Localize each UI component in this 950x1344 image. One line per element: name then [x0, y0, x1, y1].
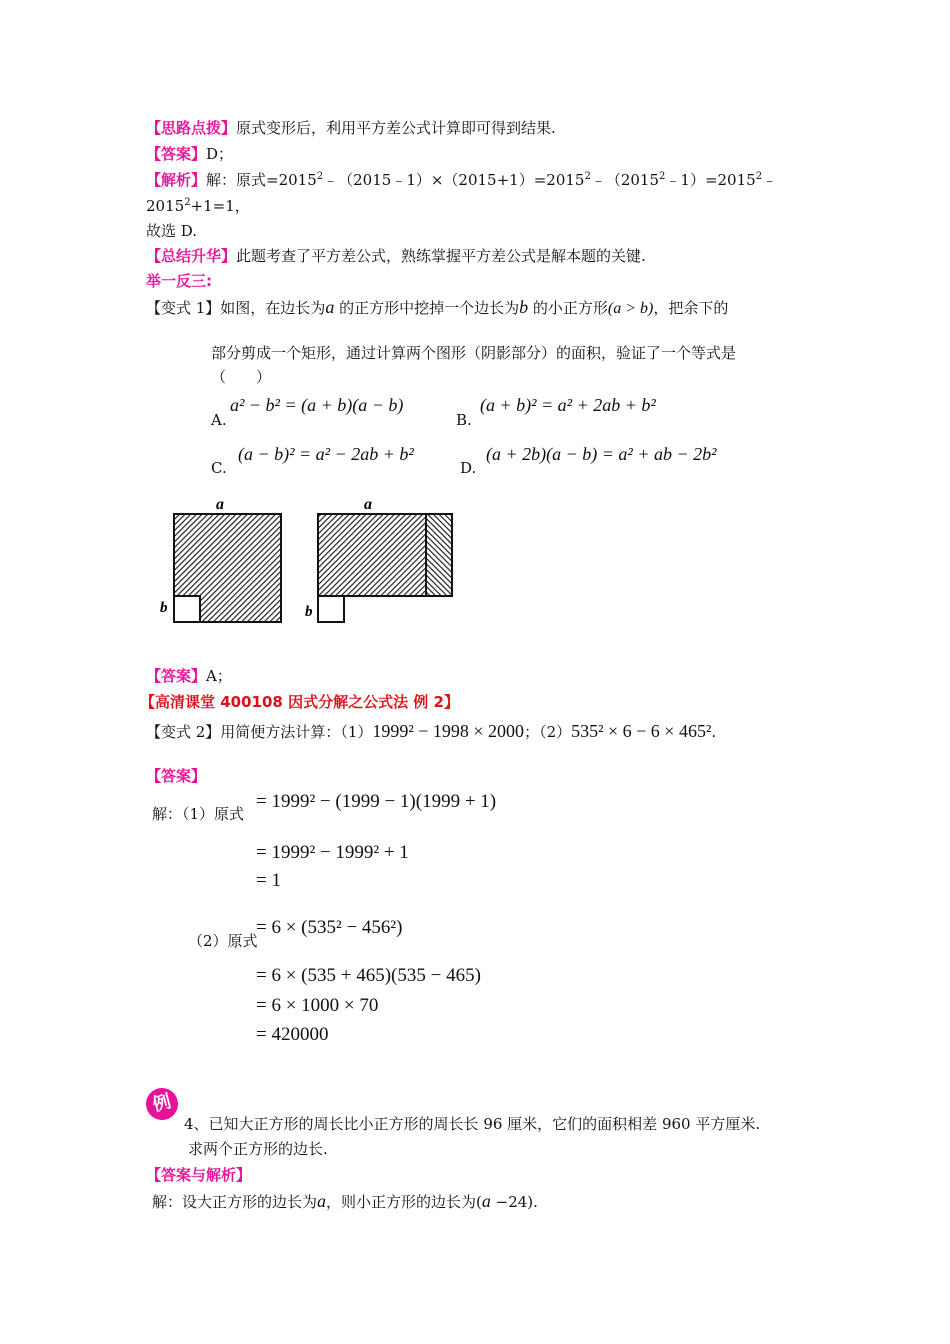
summary-tag: 【总结升华】	[146, 247, 237, 265]
sol1-l2: = 1999² − 1999² + 1	[256, 842, 409, 863]
ex4-line1: 4、已知大正方形的周长比小正方形的周长长 96 厘米，它们的面积相差 960 平方厘米.	[184, 1115, 761, 1133]
analysis-part-c: ﹣（2015	[590, 171, 660, 189]
option-c-label: C.	[211, 459, 227, 477]
answer2-tag: 【答案】	[146, 767, 207, 785]
v1-a: a	[325, 297, 335, 317]
v2-expr2: 535² × 6 − 6 × 465²	[571, 721, 712, 741]
option-d-expr: (a + 2b)(a − b) = a² + ab − 2b²	[486, 444, 717, 464]
small-square-right	[318, 596, 344, 622]
analysis-tag: 【解析】	[146, 171, 207, 189]
v1-mid: 的正方形中挖掉一个边长为	[334, 299, 520, 317]
hint-line	[146, 117, 556, 139]
sol2-l3: = 6 × 1000 × 70	[256, 995, 379, 1016]
practice-tag: 举一反三:	[146, 272, 212, 290]
option-c-expr: (a − b)² = a² − 2ab + b²	[238, 444, 414, 464]
final-tail: −24).	[490, 1193, 538, 1211]
choose-line	[146, 220, 197, 242]
sup: 2	[659, 171, 666, 182]
final-a: a	[317, 1191, 327, 1211]
answer-text: D；	[206, 145, 234, 163]
final-prefix: 解：设大正方形的边长为	[152, 1193, 318, 1211]
analysis-part-b: ﹣（2015﹣1）×（2015+1）=2015	[323, 171, 585, 189]
v2-sep: ；（2）	[524, 723, 572, 741]
summary-text: 此题考查了平方差公式，熟练掌握平方差公式是解本题的关键.	[236, 247, 646, 265]
analysis-line-2	[146, 195, 250, 217]
final-line	[152, 1190, 538, 1213]
small-square	[174, 596, 200, 622]
hint-tag: 【思路点拨】	[146, 119, 237, 137]
sup: 2	[184, 197, 191, 208]
answer-tag: 【答案】	[146, 145, 207, 163]
label-a-left: a	[216, 496, 224, 513]
v1-b: b	[519, 297, 529, 317]
v1-prefix: 【变式 1】如图，在边长为	[146, 299, 326, 317]
v1-line2: 部分剪成一个矩形，通过计算两个图形（阴影部分）的面积，验证了一个等式是	[211, 344, 737, 362]
ex4-line2: 求两个正方形的边长.	[188, 1140, 328, 1158]
v1-line3: （ ）	[211, 368, 272, 386]
sol2-l4: = 420000	[256, 1024, 329, 1045]
example-badge: 例	[142, 1084, 181, 1123]
answer2-line	[146, 765, 206, 787]
option-d	[460, 457, 476, 479]
hint-text: 原式变形后，利用平方差公式计算即可得到结果.	[236, 119, 556, 137]
answer-line	[146, 143, 233, 165]
option-a-label: A.	[211, 411, 227, 429]
sol2-intro: （2）原式	[188, 932, 258, 950]
option-c	[211, 457, 227, 479]
rect-strip	[426, 514, 452, 596]
course-line: 【高清课堂 400108 因式分解之公式法 例 2】	[140, 693, 459, 711]
v1-mid2: 的小正方形	[528, 299, 608, 317]
analysis-part-d: ﹣1）=2015	[665, 171, 756, 189]
label-b-right: b	[305, 604, 313, 620]
option-b	[456, 409, 472, 431]
v2-expr1: 1999² − 1998 × 2000	[372, 721, 525, 741]
variant1-line1	[146, 296, 728, 320]
answer-a-tag: 【答案】	[146, 667, 207, 685]
choose-text: 故选 D.	[146, 222, 198, 240]
sup: 2	[316, 171, 324, 182]
option-b-expr: (a + b)² = a² + 2ab + b²	[480, 395, 656, 415]
sol2-l2: = 6 × (535 + 465)(535 − 465)	[256, 965, 481, 986]
variant2-line	[146, 720, 716, 743]
sol1-l3: = 1	[256, 870, 281, 891]
summary-line	[146, 245, 646, 267]
option-b-label: B.	[456, 411, 472, 429]
answer3-line	[146, 1164, 251, 1186]
sol2-l1: = 6 × (535² − 456²)	[256, 917, 403, 938]
variant1-line3	[211, 366, 271, 388]
practice-heading	[146, 270, 212, 292]
analysis-part-e: ﹣	[762, 171, 778, 189]
v2-end: .	[711, 723, 717, 741]
analysis2-b: +1=1，	[190, 197, 250, 215]
answer-a-line	[146, 665, 232, 687]
final-mid: ，则小正方形的边长为(	[326, 1193, 482, 1211]
option-d-label: D.	[460, 459, 477, 477]
final-a2: a	[481, 1191, 491, 1211]
v1-cond: (a > b)	[607, 300, 654, 317]
label-b-left: b	[160, 600, 168, 616]
sup: 2	[584, 171, 591, 182]
v1-tail: ，把余下的	[653, 299, 729, 317]
answer-a-text: A；	[206, 667, 232, 685]
option-a	[211, 409, 227, 431]
label-a-right: a	[364, 496, 372, 513]
analysis-line	[146, 169, 777, 191]
sup: 2	[755, 171, 763, 182]
answer3-tag: 【答案与解析】	[146, 1166, 252, 1184]
sol1-l1: = 1999² − (1999 − 1)(1999 + 1)	[256, 791, 497, 812]
v2-prefix: 【变式 2】用简便方法计算：（1）	[146, 723, 373, 741]
variant1-line2	[211, 342, 736, 364]
analysis2-a: 2015	[146, 197, 185, 215]
square-figure	[150, 492, 470, 632]
rect-main	[318, 514, 426, 596]
option-a-expr: a² − b² = (a + b)(a − b)	[230, 395, 404, 415]
sol1-intro: 解：（1）原式	[152, 805, 245, 823]
analysis-part-a: 解：原式=2015	[206, 171, 317, 189]
